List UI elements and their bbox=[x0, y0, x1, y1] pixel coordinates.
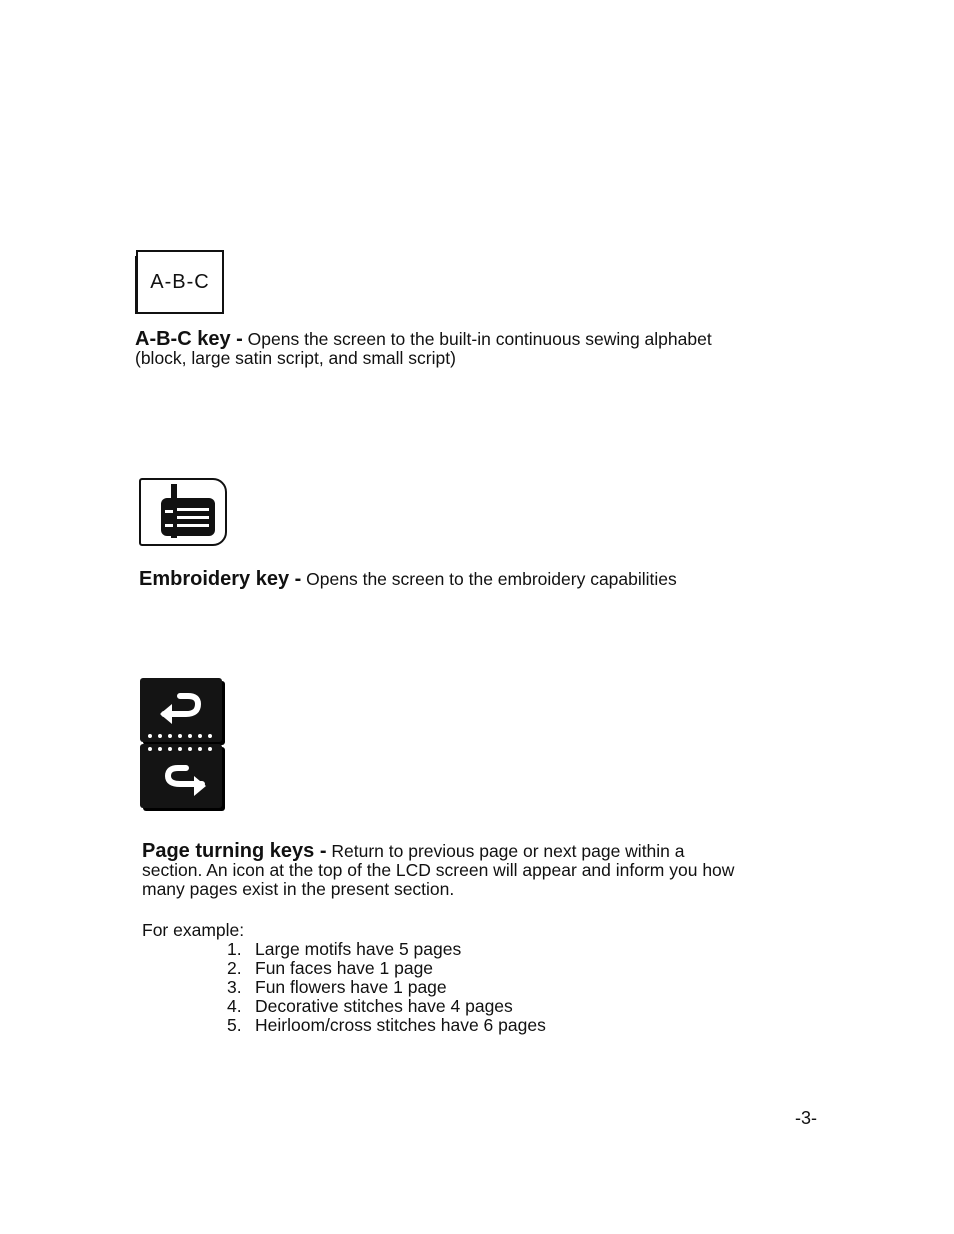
embroidery-key-description bbox=[139, 570, 839, 589]
embroidery-hoop-icon bbox=[139, 478, 227, 546]
abc-key-label: A-B-C bbox=[150, 270, 210, 293]
abc-key-icon bbox=[136, 250, 224, 314]
list-item: 5. Heirloom/cross stitches have 6 pages bbox=[227, 1015, 546, 1035]
page-turning-desc-line1: Return to previous page or next page within a bbox=[326, 841, 685, 861]
list-item: 1. Large motifs have 5 pages bbox=[227, 939, 462, 959]
list-item: 4. Decorative stitches have 4 pages bbox=[227, 996, 513, 1016]
page-forward-arrow-icon bbox=[140, 744, 222, 808]
list-item: 2. Fun faces have 1 page bbox=[227, 958, 434, 978]
examples-list bbox=[227, 940, 546, 1035]
example-intro: For example: bbox=[142, 920, 245, 940]
page-number: -3- bbox=[795, 1108, 817, 1128]
page-turning-term: Page turning keys - bbox=[142, 840, 327, 862]
embroidery-key-term: Embroidery key - bbox=[139, 568, 302, 590]
abc-key-desc-line2: (block, large satin script, and small script) bbox=[135, 348, 456, 368]
abc-key-desc-line1: Opens the screen to the built-in continuous sewing alphabet bbox=[242, 329, 712, 349]
page-turning-description bbox=[142, 842, 842, 899]
page-back-arrow-icon bbox=[140, 678, 222, 742]
list-item: 3. Fun flowers have 1 page bbox=[227, 977, 447, 997]
page-turning-desc-line2: section. An icon at the top of the LCD screen will appear and inform you how bbox=[142, 860, 735, 880]
abc-key-term: A-B-C key - bbox=[135, 328, 243, 350]
page-turning-desc-line3: many pages exist in the present section. bbox=[142, 879, 455, 899]
abc-key-description bbox=[135, 330, 835, 368]
embroidery-key-desc: Opens the screen to the embroidery capabilities bbox=[301, 569, 677, 589]
